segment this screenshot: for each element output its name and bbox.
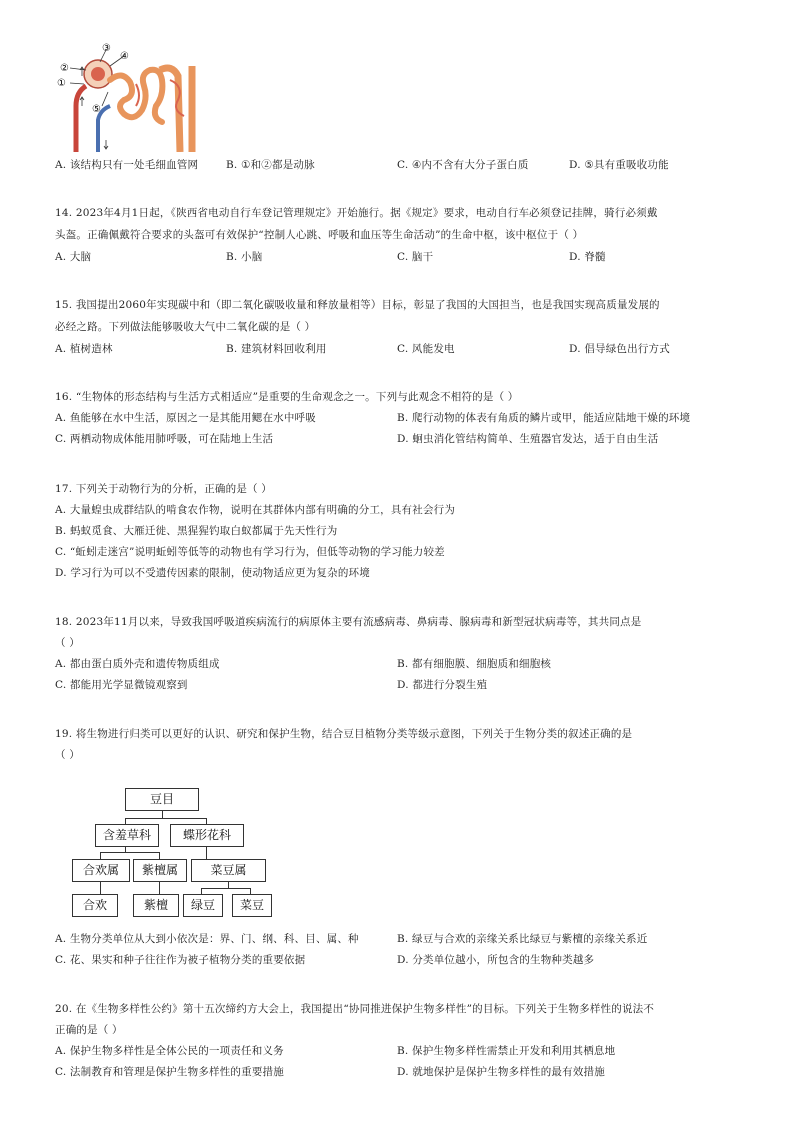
q19-stem-line1: 19. 将生物进行归类可以更好的认识、研究和保护生物，结合豆目植物分类等级示意图，下列关于生物分类的叙述正确的是: [55, 728, 633, 740]
q17-option-d[interactable]: D. 学习行为可以不受遗传因素的限制，使动物适应更为复杂的环境: [55, 567, 370, 579]
q16-option-c[interactable]: C. 两栖动物成体能用肺呼吸，可在陆地上生活: [55, 433, 274, 445]
artery-vessel: [76, 86, 86, 152]
q16-option-b[interactable]: B. 爬行动物的体表有角质的鳞片或甲，能适应陆地干燥的环境: [397, 412, 691, 424]
tree-node-species-pterocarpus: 紫檀: [133, 894, 179, 917]
tree-node-order: 豆目: [125, 788, 199, 811]
label-1: ①: [57, 78, 66, 89]
q17-option-c[interactable]: C. “蚯蚓走迷宫”说明蚯蚓等低等的动物也有学习行为，但低等动物的学习能力较差: [55, 546, 445, 558]
q19-option-a[interactable]: A. 生物分类单位从大到小依次是：界、门、纲、科、目、属、种: [55, 933, 359, 945]
q15-stem-line1: 15. 我国提出2060年实现碳中和（即二氧化碳吸收量和释放量相等）目标，彰显了我国的大国担当，也是我国实现高质量发展的: [55, 299, 660, 311]
q15-option-c[interactable]: C. 风能发电: [397, 343, 455, 355]
q19-option-c[interactable]: C. 花、果实和种子往往作为被子植物分类的重要依据: [55, 954, 306, 966]
tree-node-genus-albizia: 合欢属: [72, 859, 130, 882]
q17-option-a[interactable]: A. 大量蝗虫成群结队的啃食农作物，说明在其群体内部有明确的分工，具有社会行为: [55, 504, 456, 516]
q20-option-d[interactable]: D. 就地保护是保护生物多样性的最有效措施: [397, 1066, 605, 1078]
label-4: ④: [120, 51, 129, 62]
q14-option-d[interactable]: D. 脊髓: [569, 251, 606, 263]
q20-option-c[interactable]: C. 法制教育和管理是保护生物多样性的重要措施: [55, 1066, 284, 1078]
q16-stem-line1: 16. “生物体的形态结构与生活方式相适应”是重要的生命观念之一。下列与此观念不相符的是（ ）: [55, 391, 519, 403]
q18-option-d[interactable]: D. 都进行分裂生殖: [397, 679, 488, 691]
q14-option-c[interactable]: C. 脑干: [397, 251, 434, 263]
q13-option-c[interactable]: C. ④内不含有大分子蛋白质: [397, 159, 529, 171]
tree-node-genus-pterocarpus: 紫檀属: [133, 859, 187, 882]
q18-stem-line1: 18. 2023年11月以来，导致我国呼吸道疾病流行的病原体主要有流感病毒、鼻病毒、腺病毒和新型冠状病毒等，其共同点是: [55, 616, 642, 628]
q20-option-a[interactable]: A. 保护生物多样性是全体公民的一项责任和义务: [55, 1045, 284, 1057]
q15-stem-line2: 必经之路。下列做法能够吸收大气中二氧化碳的是（ ）: [55, 321, 316, 333]
renal-tubule: [110, 70, 162, 122]
q20-option-b[interactable]: B. 保护生物多样性需禁止开发和利用其栖息地: [397, 1045, 616, 1057]
q19-stem-line2: （ ）: [55, 749, 80, 761]
q20-stem-line1: 20. 在《生物多样性公约》第十五次缔约方大会上，我国提出“协同推进保护生物多样性”的目标。下列关于生物多样性的说法不: [55, 1003, 655, 1015]
tree-node-species-albizia: 合欢: [72, 894, 118, 917]
label-2: ②: [60, 63, 69, 74]
q17-stem-line1: 17. 下列关于动物行为的分析，正确的是（ ）: [55, 483, 272, 495]
q18-option-b[interactable]: B. 都有细胞膜、细胞质和细胞核: [397, 658, 552, 670]
q19-option-b[interactable]: B. 绿豆与合欢的亲缘关系比绿豆与紫檀的亲缘关系近: [397, 933, 648, 945]
tree-node-species-kidney-bean: 菜豆: [232, 894, 272, 917]
q20-stem-line2: 正确的是（ ）: [55, 1024, 123, 1036]
q13-option-a[interactable]: A. 该结构只有一处毛细血管网: [55, 159, 199, 171]
q18-option-c[interactable]: C. 都能用光学显微镜观察到: [55, 679, 188, 691]
q14-option-b[interactable]: B. 小脑: [226, 251, 263, 263]
tree-node-species-mung-bean: 绿豆: [183, 894, 223, 917]
tree-node-genus-phaseolus: 菜豆属: [191, 859, 266, 882]
nephron-figure: [52, 40, 212, 152]
q14-stem-line2: 头盔。正确佩戴符合要求的头盔可有效保护“控制人心跳、呼吸和血压等生命活动”的生命中枢，该中枢位于（ ）: [55, 229, 584, 241]
tree-node-family-papilionaceae: 蝶形花科: [170, 824, 244, 847]
q17-option-b[interactable]: B. 蚂蚁觅食、大雁迁徙、黑猩猩钓取白蚁都属于先天性行为: [55, 525, 338, 537]
q15-option-d[interactable]: D. 倡导绿色出行方式: [569, 343, 670, 355]
q13-option-d[interactable]: D. ⑤具有重吸收功能: [569, 159, 669, 171]
q15-option-b[interactable]: B. 建筑材料回收利用: [226, 343, 327, 355]
glomerulus: [91, 67, 105, 81]
q13-option-b[interactable]: B. ①和②都是动脉: [226, 159, 315, 171]
label-5: ⑤: [92, 104, 101, 115]
q18-stem-line2: （ ）: [55, 637, 80, 649]
q19-option-d[interactable]: D. 分类单位越小，所包含的生物种类越多: [397, 954, 595, 966]
q18-option-a[interactable]: A. 都由蛋白质外壳和遗传物质组成: [55, 658, 220, 670]
q16-option-a[interactable]: A. 鱼能够在水中生活，原因之一是其能用鳃在水中呼吸: [55, 412, 316, 424]
q14-option-a[interactable]: A. 大脑: [55, 251, 92, 263]
q16-option-d[interactable]: D. 蛔虫消化管结构简单、生殖器官发达，适于自由生活: [397, 433, 659, 445]
tree-node-family-mimosaceae: 含羞草科: [95, 824, 159, 847]
q15-option-a[interactable]: A. 植树造林: [55, 343, 113, 355]
label-3: ③: [102, 43, 111, 54]
q14-stem-line1: 14. 2023年4月1日起，《陕西省电动自行车登记管理规定》开始施行。据《规定》要求，电动自行车必须登记挂牌，骑行必须戴: [55, 207, 658, 219]
